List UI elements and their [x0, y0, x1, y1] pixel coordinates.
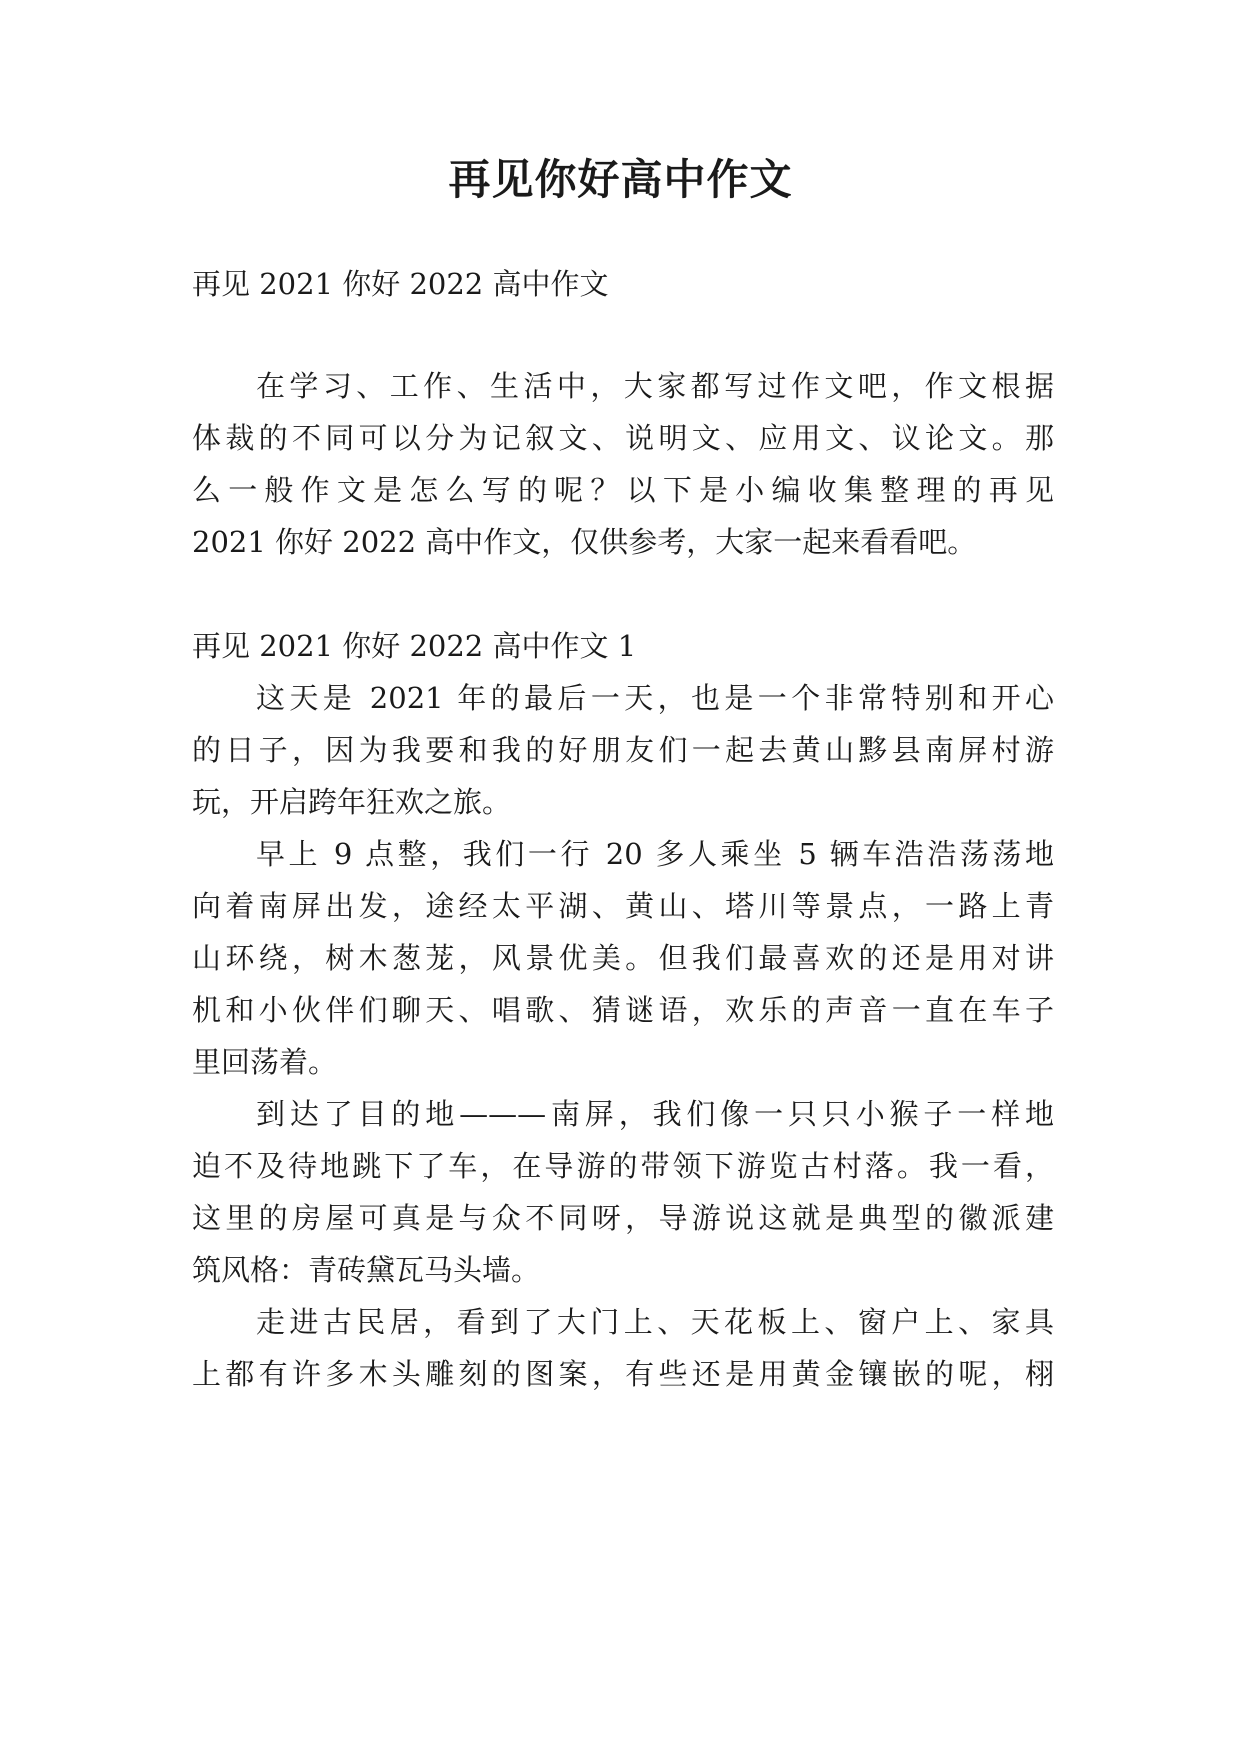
intro-line: 2021 你好 2022 高中作文，仅供参考，大家一起来看看吧。 [192, 525, 977, 559]
intro-line: 体裁的不同可以分为记叙文、说明文、应用文、议论文。那 [192, 421, 1054, 455]
paragraph-line: 里回荡着。 [192, 1045, 338, 1079]
paragraph-line: 这里的房屋可真是与众不同呀，导游说这就是典型的徽派建 [192, 1201, 1054, 1235]
paragraph-line: 迫不及待地跳下了车，在导游的带领下游览古村落。我一看， [192, 1149, 1054, 1183]
paragraph-line: 走进古民居，看到了大门上、天花板上、窗户上、家具 [256, 1305, 1054, 1339]
paragraph-line: 的日子，因为我要和我的好朋友们一起去黄山黟县南屏村游 [192, 733, 1054, 767]
paragraph-line: 早上 9 点整，我们一行 20 多人乘坐 5 辆车浩浩荡荡地 [256, 837, 1054, 871]
paragraph-line: 玩，开启跨年狂欢之旅。 [192, 785, 512, 819]
paragraph-line: 向着南屏出发，途经太平湖、黄山、塔川等景点，一路上青 [192, 889, 1054, 923]
paragraph-line: 这天是 2021 年的最后一天，也是一个非常特别和开心 [256, 681, 1054, 715]
document-title: 再见你好高中作文 [448, 155, 793, 204]
section-heading: 再见 2021 你好 2022 高中作文 1 [192, 629, 637, 663]
paragraph-line: 机和小伙伴们聊天、唱歌、猜谜语，欢乐的声音一直在车子 [192, 993, 1054, 1027]
paragraph-line: 山环绕，树木葱茏，风景优美。但我们最喜欢的还是用对讲 [192, 941, 1054, 975]
document-subtitle: 再见 2021 你好 2022 高中作文 [192, 267, 609, 301]
paragraph-line: 上都有许多木头雕刻的图案，有些还是用黄金镶嵌的呢，栩 [192, 1357, 1054, 1391]
intro-line: 在学习、工作、生活中，大家都写过作文吧，作文根据 [256, 369, 1054, 403]
intro-line: 么一般作文是怎么写的呢？以下是小编收集整理的再见 [192, 473, 1054, 507]
paragraph-line: 到达了目的地———南屏，我们像一只只小猴子一样地 [256, 1097, 1054, 1131]
paragraph-line: 筑风格：青砖黛瓦马头墙。 [192, 1253, 541, 1287]
